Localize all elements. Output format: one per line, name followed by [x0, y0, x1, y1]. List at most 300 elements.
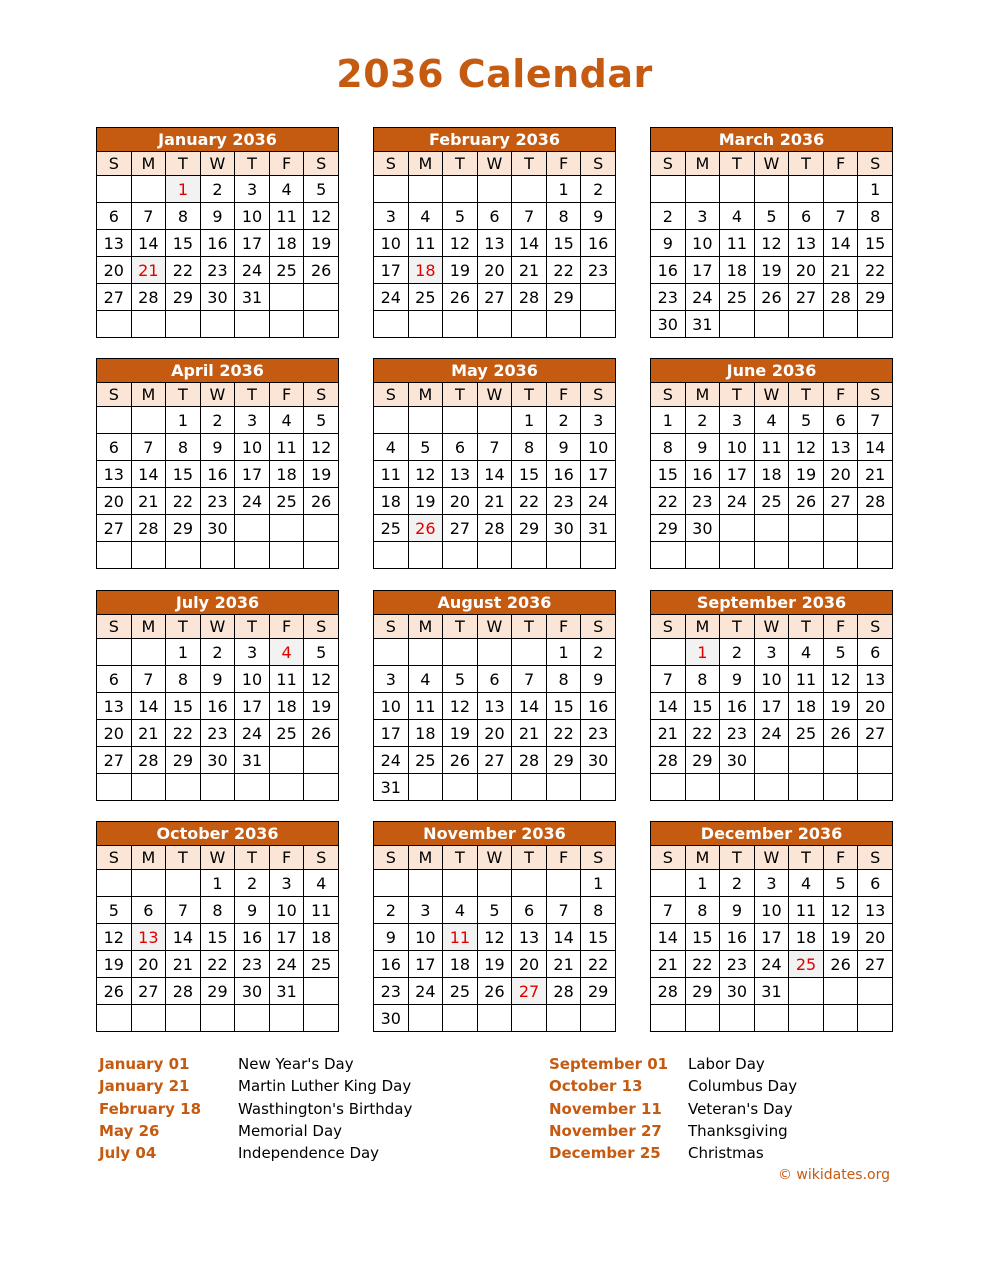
month-title: October 2036 [97, 822, 339, 846]
month-table [650, 590, 893, 801]
empty-cell [97, 1005, 132, 1032]
month-calendar [96, 358, 339, 567]
weekday-label: T [443, 152, 478, 176]
day-cell: 24 [374, 284, 409, 311]
day-cell: 15 [166, 461, 201, 488]
day-cell: 7 [166, 897, 201, 924]
empty-cell [166, 311, 201, 338]
holiday-name: Columbus Day [688, 1077, 798, 1096]
day-cell: 30 [581, 747, 616, 774]
empty-cell [685, 542, 720, 569]
empty-cell [477, 1005, 512, 1032]
weekday-label: T [166, 383, 201, 407]
day-cell: 1 [166, 639, 201, 666]
empty-cell [651, 639, 686, 666]
holiday-date: November 11 [549, 1099, 662, 1118]
day-cell: 28 [858, 488, 893, 515]
empty-cell [685, 774, 720, 801]
day-cell: 9 [200, 666, 235, 693]
weekday-label: S [97, 846, 132, 870]
day-cell: 14 [477, 461, 512, 488]
day-cell: 9 [720, 897, 755, 924]
weekday-label: F [546, 846, 581, 870]
empty-cell [720, 176, 755, 203]
day-cell: 27 [477, 747, 512, 774]
day-cell: 29 [858, 284, 893, 311]
day-cell: 24 [374, 747, 409, 774]
day-cell: 26 [789, 488, 824, 515]
empty-cell [408, 774, 443, 801]
month-calendar [650, 358, 893, 567]
day-cell: 7 [651, 897, 686, 924]
day-cell: 4 [408, 203, 443, 230]
holiday-day-cell: 4 [269, 639, 304, 666]
weekday-label: T [512, 152, 547, 176]
day-cell: 16 [200, 461, 235, 488]
empty-cell [581, 1005, 616, 1032]
day-cell: 17 [235, 230, 270, 257]
weekday-label: S [858, 383, 893, 407]
month-title: February 2036 [374, 128, 616, 152]
day-cell: 20 [131, 951, 166, 978]
day-cell: 23 [720, 951, 755, 978]
day-cell: 31 [754, 978, 789, 1005]
weekday-label: S [858, 846, 893, 870]
day-cell: 2 [200, 639, 235, 666]
day-cell: 7 [131, 203, 166, 230]
day-cell: 9 [651, 230, 686, 257]
day-cell: 10 [754, 666, 789, 693]
day-cell: 22 [512, 488, 547, 515]
day-cell: 17 [581, 461, 616, 488]
day-cell: 27 [97, 284, 132, 311]
day-cell: 18 [754, 461, 789, 488]
weekday-label: S [651, 383, 686, 407]
day-cell: 12 [443, 230, 478, 257]
day-cell: 22 [166, 257, 201, 284]
day-cell: 16 [374, 951, 409, 978]
empty-cell [858, 311, 893, 338]
day-cell: 18 [408, 720, 443, 747]
empty-cell [858, 515, 893, 542]
day-cell: 12 [304, 434, 339, 461]
day-cell: 18 [304, 924, 339, 951]
day-cell: 27 [858, 951, 893, 978]
day-cell: 24 [235, 720, 270, 747]
day-cell: 22 [546, 257, 581, 284]
day-cell: 18 [269, 461, 304, 488]
day-cell: 26 [823, 720, 858, 747]
day-cell: 4 [789, 870, 824, 897]
empty-cell [789, 774, 824, 801]
empty-cell [546, 1005, 581, 1032]
day-cell: 6 [97, 203, 132, 230]
day-cell: 21 [166, 951, 201, 978]
holiday-name: Independence Day [238, 1144, 380, 1163]
day-cell: 13 [97, 230, 132, 257]
day-cell: 3 [235, 639, 270, 666]
day-cell: 25 [720, 284, 755, 311]
weekday-label: F [546, 615, 581, 639]
day-cell: 21 [512, 720, 547, 747]
empty-cell [374, 870, 409, 897]
weekday-label: M [408, 615, 443, 639]
day-cell: 14 [166, 924, 201, 951]
holiday-day-cell: 25 [789, 951, 824, 978]
day-cell: 15 [166, 230, 201, 257]
day-cell: 1 [685, 870, 720, 897]
day-cell: 11 [408, 230, 443, 257]
holiday-day-cell: 1 [685, 639, 720, 666]
day-cell: 14 [512, 693, 547, 720]
month-title: August 2036 [374, 591, 616, 615]
weekday-label: F [269, 152, 304, 176]
weekday-label: S [374, 846, 409, 870]
weekday-label: S [374, 152, 409, 176]
day-cell: 5 [443, 203, 478, 230]
day-cell: 10 [408, 924, 443, 951]
day-cell: 20 [477, 720, 512, 747]
empty-cell [131, 870, 166, 897]
day-cell: 30 [546, 515, 581, 542]
day-cell: 28 [131, 747, 166, 774]
weekday-label: F [269, 846, 304, 870]
day-cell: 26 [823, 951, 858, 978]
day-cell: 8 [200, 897, 235, 924]
day-cell: 11 [269, 434, 304, 461]
day-cell: 11 [374, 461, 409, 488]
empty-cell [200, 1005, 235, 1032]
day-cell: 16 [235, 924, 270, 951]
day-cell: 7 [477, 434, 512, 461]
day-cell: 5 [304, 639, 339, 666]
empty-cell [200, 774, 235, 801]
day-cell: 5 [823, 870, 858, 897]
empty-cell [789, 1005, 824, 1032]
day-cell: 25 [269, 488, 304, 515]
day-cell: 5 [408, 434, 443, 461]
day-cell: 29 [512, 515, 547, 542]
empty-cell [269, 747, 304, 774]
day-cell: 1 [166, 407, 201, 434]
day-cell: 15 [166, 693, 201, 720]
empty-cell [512, 639, 547, 666]
empty-cell [235, 515, 270, 542]
month-table [373, 358, 616, 569]
day-cell: 13 [477, 230, 512, 257]
empty-cell [858, 1005, 893, 1032]
holiday-name: New Year's Day [238, 1055, 354, 1073]
day-cell: 26 [443, 747, 478, 774]
month-calendar [373, 821, 616, 1030]
weekday-label: M [408, 152, 443, 176]
day-cell: 3 [754, 870, 789, 897]
day-cell: 16 [546, 461, 581, 488]
day-cell: 8 [685, 666, 720, 693]
day-cell: 23 [651, 284, 686, 311]
day-cell: 2 [685, 407, 720, 434]
day-cell: 4 [304, 870, 339, 897]
day-cell: 31 [581, 515, 616, 542]
empty-cell [512, 176, 547, 203]
weekday-label: W [200, 846, 235, 870]
empty-cell [443, 639, 478, 666]
day-cell: 20 [858, 924, 893, 951]
empty-cell [477, 870, 512, 897]
empty-cell [235, 311, 270, 338]
weekday-label: T [720, 383, 755, 407]
empty-cell [823, 311, 858, 338]
day-cell: 28 [166, 978, 201, 1005]
day-cell: 23 [581, 257, 616, 284]
day-cell: 21 [131, 488, 166, 515]
empty-cell [408, 176, 443, 203]
weekday-label: W [200, 615, 235, 639]
month-title: November 2036 [374, 822, 616, 846]
day-cell: 10 [269, 897, 304, 924]
day-cell: 18 [443, 951, 478, 978]
day-cell: 21 [477, 488, 512, 515]
day-cell: 12 [304, 203, 339, 230]
day-cell: 7 [512, 203, 547, 230]
holiday-day-cell: 13 [131, 924, 166, 951]
weekday-label: W [477, 383, 512, 407]
empty-cell [443, 870, 478, 897]
day-cell: 26 [304, 257, 339, 284]
weekday-label: M [131, 615, 166, 639]
day-cell: 27 [443, 515, 478, 542]
month-calendar [96, 821, 339, 1030]
day-cell: 3 [754, 639, 789, 666]
month-table [373, 590, 616, 801]
empty-cell [374, 407, 409, 434]
empty-cell [443, 774, 478, 801]
month-title: June 2036 [651, 359, 893, 383]
weekday-label: T [235, 152, 270, 176]
empty-cell [97, 870, 132, 897]
day-cell: 5 [823, 639, 858, 666]
weekday-label: S [304, 152, 339, 176]
day-cell: 2 [200, 407, 235, 434]
day-cell: 24 [685, 284, 720, 311]
month-calendar [650, 821, 893, 1030]
day-cell: 9 [685, 434, 720, 461]
day-cell: 17 [754, 924, 789, 951]
empty-cell [269, 311, 304, 338]
empty-cell [131, 407, 166, 434]
holiday-date: January 21 [99, 1077, 190, 1096]
day-cell: 28 [823, 284, 858, 311]
empty-cell [269, 774, 304, 801]
day-cell: 17 [374, 257, 409, 284]
empty-cell [131, 311, 166, 338]
weekday-label: M [131, 846, 166, 870]
holiday-day-cell: 27 [512, 978, 547, 1005]
holiday-name: Labor Day [688, 1055, 765, 1073]
day-cell: 23 [200, 488, 235, 515]
day-cell: 26 [477, 978, 512, 1005]
day-cell: 29 [685, 978, 720, 1005]
day-cell: 17 [235, 461, 270, 488]
day-cell: 2 [581, 176, 616, 203]
holiday-date: October 13 [549, 1077, 643, 1096]
empty-cell [512, 1005, 547, 1032]
holiday-name: Martin Luther King Day [238, 1077, 412, 1096]
day-cell: 5 [477, 897, 512, 924]
month-table [96, 821, 339, 1032]
day-cell: 4 [374, 434, 409, 461]
day-cell: 19 [443, 257, 478, 284]
day-cell: 18 [269, 693, 304, 720]
day-cell: 7 [131, 666, 166, 693]
day-cell: 20 [477, 257, 512, 284]
empty-cell [131, 176, 166, 203]
month-title: May 2036 [374, 359, 616, 383]
day-cell: 21 [651, 951, 686, 978]
day-cell: 17 [720, 461, 755, 488]
empty-cell [754, 774, 789, 801]
day-cell: 25 [408, 284, 443, 311]
day-cell: 14 [858, 434, 893, 461]
day-cell: 22 [651, 488, 686, 515]
holiday-date: February 18 [99, 1099, 202, 1118]
empty-cell [754, 311, 789, 338]
day-cell: 24 [720, 488, 755, 515]
day-cell: 29 [685, 747, 720, 774]
day-cell: 29 [546, 284, 581, 311]
empty-cell [477, 407, 512, 434]
day-cell: 21 [131, 720, 166, 747]
day-cell: 4 [754, 407, 789, 434]
day-cell: 6 [512, 897, 547, 924]
day-cell: 30 [720, 747, 755, 774]
day-cell: 17 [235, 693, 270, 720]
weekday-label: F [823, 846, 858, 870]
day-cell: 8 [546, 203, 581, 230]
day-cell: 27 [131, 978, 166, 1005]
day-cell: 31 [374, 774, 409, 801]
day-cell: 4 [269, 176, 304, 203]
day-cell: 11 [408, 693, 443, 720]
day-cell: 7 [823, 203, 858, 230]
day-cell: 13 [97, 461, 132, 488]
empty-cell [858, 774, 893, 801]
empty-cell [131, 1005, 166, 1032]
weekday-label: T [166, 615, 201, 639]
day-cell: 23 [685, 488, 720, 515]
day-cell: 14 [546, 924, 581, 951]
weekday-label: S [97, 615, 132, 639]
empty-cell [581, 311, 616, 338]
empty-cell [408, 1005, 443, 1032]
day-cell: 9 [581, 203, 616, 230]
day-cell: 13 [512, 924, 547, 951]
empty-cell [97, 311, 132, 338]
day-cell: 4 [443, 897, 478, 924]
day-cell: 7 [131, 434, 166, 461]
day-cell: 14 [131, 461, 166, 488]
empty-cell [546, 774, 581, 801]
day-cell: 12 [789, 434, 824, 461]
empty-cell [720, 311, 755, 338]
weekday-label: S [858, 152, 893, 176]
empty-cell [754, 747, 789, 774]
empty-cell [443, 311, 478, 338]
empty-cell [754, 542, 789, 569]
day-cell: 6 [858, 639, 893, 666]
empty-cell [720, 774, 755, 801]
empty-cell [443, 1005, 478, 1032]
day-cell: 19 [304, 230, 339, 257]
day-cell: 23 [235, 951, 270, 978]
day-cell: 16 [200, 230, 235, 257]
day-cell: 25 [374, 515, 409, 542]
day-cell: 31 [235, 747, 270, 774]
day-cell: 11 [720, 230, 755, 257]
day-cell: 31 [235, 284, 270, 311]
day-cell: 30 [720, 978, 755, 1005]
empty-cell [789, 515, 824, 542]
month-title: March 2036 [651, 128, 893, 152]
credit-text[interactable]: © wikidates.org [777, 1167, 890, 1183]
month-calendar [373, 127, 616, 336]
day-cell: 22 [200, 951, 235, 978]
day-cell: 6 [131, 897, 166, 924]
day-cell: 8 [685, 897, 720, 924]
day-cell: 26 [754, 284, 789, 311]
day-cell: 15 [651, 461, 686, 488]
day-cell: 14 [131, 230, 166, 257]
empty-cell [408, 311, 443, 338]
empty-cell [374, 176, 409, 203]
day-cell: 25 [408, 747, 443, 774]
weekday-label: W [200, 152, 235, 176]
day-cell: 2 [546, 407, 581, 434]
month-table [650, 127, 893, 338]
month-calendar [96, 590, 339, 799]
day-cell: 23 [581, 720, 616, 747]
day-cell: 3 [235, 407, 270, 434]
day-cell: 8 [858, 203, 893, 230]
day-cell: 9 [720, 666, 755, 693]
weekday-label: W [754, 615, 789, 639]
weekday-label: T [789, 615, 824, 639]
day-cell: 9 [581, 666, 616, 693]
holiday-day-cell: 21 [131, 257, 166, 284]
empty-cell [789, 542, 824, 569]
day-cell: 19 [304, 461, 339, 488]
day-cell: 17 [269, 924, 304, 951]
weekday-label: W [477, 152, 512, 176]
day-cell: 19 [789, 461, 824, 488]
day-cell: 10 [374, 230, 409, 257]
day-cell: 20 [97, 720, 132, 747]
day-cell: 10 [235, 434, 270, 461]
day-cell: 25 [789, 720, 824, 747]
empty-cell [823, 542, 858, 569]
holiday-date: December 25 [549, 1144, 661, 1163]
day-cell: 23 [200, 257, 235, 284]
weekday-label: T [789, 152, 824, 176]
day-cell: 24 [581, 488, 616, 515]
empty-cell [304, 542, 339, 569]
day-cell: 17 [374, 720, 409, 747]
day-cell: 29 [581, 978, 616, 1005]
empty-cell [754, 515, 789, 542]
empty-cell [823, 1005, 858, 1032]
day-cell: 12 [304, 666, 339, 693]
day-cell: 15 [546, 230, 581, 257]
